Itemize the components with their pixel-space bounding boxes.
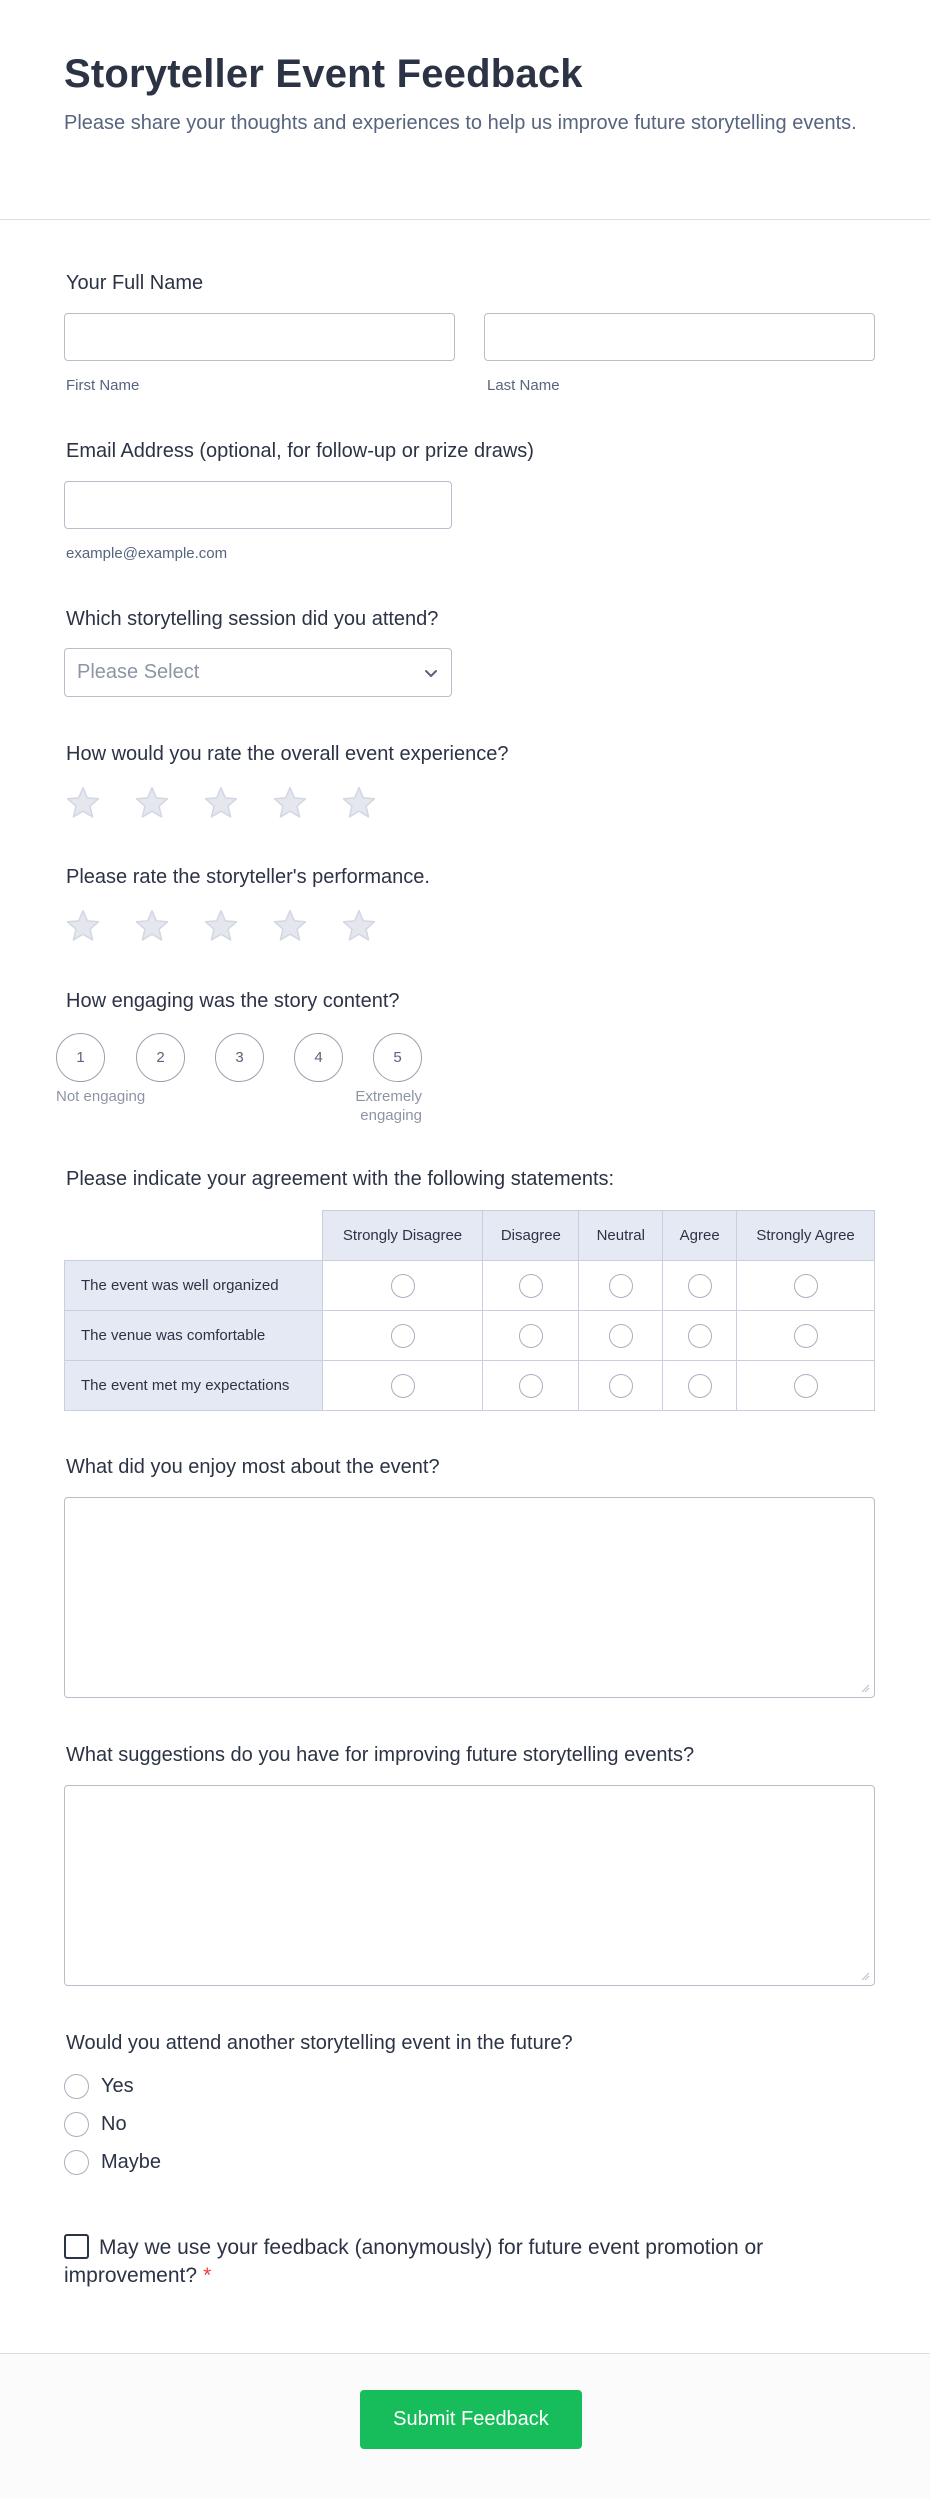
attend-again-label: Would you attend another storytelling event in the future?: [66, 2032, 573, 2054]
email-label: Email Address (optional, for follow-up or prize draws): [66, 440, 534, 462]
consent-label: May we use your feedback (anonymously) for future event promotion or improvement?: [64, 2236, 764, 2287]
last-name-sublabel: Last Name: [487, 377, 560, 394]
last-name-input[interactable]: [484, 313, 875, 361]
scale-high-label-line1: Extremely: [355, 1088, 422, 1105]
matrix-row-label: The event met my expectations: [65, 1361, 323, 1411]
matrix-cell: [483, 1361, 579, 1411]
radio-option-label: No: [101, 2113, 127, 2135]
consent-field: [64, 2234, 864, 2290]
suggestions-textarea[interactable]: [64, 1785, 875, 1986]
agreement-matrix: [64, 1210, 875, 1411]
star-icon[interactable]: [272, 908, 308, 944]
matrix-cell: [322, 1311, 483, 1361]
form-subtitle: Please share your thoughts and experiences to help us improve future storytelling events.: [64, 112, 857, 134]
overall-rating-label: How would you rate the overall event experience?: [66, 743, 509, 765]
matrix-radio[interactable]: [519, 1274, 543, 1298]
resize-handle-icon[interactable]: [860, 1683, 870, 1693]
matrix-radio[interactable]: [794, 1374, 818, 1398]
matrix-cell: [579, 1361, 663, 1411]
resize-handle-icon[interactable]: [860, 1971, 870, 1981]
email-input[interactable]: [64, 481, 452, 529]
matrix-row: [65, 1261, 875, 1311]
engagement-label: How engaging was the story content?: [66, 990, 400, 1012]
star-icon[interactable]: [272, 785, 308, 821]
radio-option-label: Yes: [101, 2075, 134, 2097]
chevron-down-icon: [423, 665, 439, 681]
matrix-radio[interactable]: [609, 1274, 633, 1298]
full-name-label: Your Full Name: [66, 272, 204, 294]
star-icon[interactable]: [203, 785, 239, 821]
star-icon[interactable]: [134, 908, 170, 944]
enjoy-label: What did you enjoy most about the event?: [66, 1456, 440, 1478]
matrix-cell: [737, 1261, 875, 1311]
matrix-radio[interactable]: [391, 1274, 415, 1298]
performance-star-rating: [65, 908, 377, 944]
consent-checkbox[interactable]: [64, 2234, 89, 2259]
matrix-col-header: Strongly Agree: [737, 1211, 875, 1261]
matrix-cell: [663, 1311, 737, 1361]
matrix-radio[interactable]: [794, 1324, 818, 1348]
star-icon[interactable]: [65, 908, 101, 944]
scale-option-5[interactable]: 5: [373, 1033, 422, 1082]
scale-option-1[interactable]: 1: [56, 1033, 105, 1082]
matrix-col-header: Strongly Disagree: [322, 1211, 483, 1261]
matrix-cell: [663, 1361, 737, 1411]
matrix-radio[interactable]: [794, 1274, 818, 1298]
radio-option-no[interactable]: [64, 2112, 127, 2137]
scale-low-label: Not engaging: [56, 1088, 146, 1105]
enjoy-textarea[interactable]: [64, 1497, 875, 1698]
matrix-col-header: Agree: [663, 1211, 737, 1261]
matrix-cell: [483, 1311, 579, 1361]
radio-option-label: Maybe: [101, 2151, 162, 2173]
matrix-cell: [322, 1261, 483, 1311]
agreement-label: Please indicate your agreement with the following statements:: [66, 1168, 615, 1190]
matrix-radio[interactable]: [519, 1324, 543, 1348]
matrix-cell: [322, 1361, 483, 1411]
radio-circle[interactable]: [64, 2112, 89, 2137]
overall-star-rating: [65, 785, 377, 821]
suggestions-label: What suggestions do you have for improving future storytelling events?: [66, 1744, 695, 1766]
matrix-radio[interactable]: [609, 1324, 633, 1348]
matrix-row: [65, 1361, 875, 1411]
matrix-radio[interactable]: [391, 1374, 415, 1398]
matrix-radio[interactable]: [609, 1374, 633, 1398]
session-select[interactable]: [64, 648, 452, 697]
submit-button[interactable]: Submit Feedback: [360, 2390, 582, 2449]
session-select-placeholder: Please Select: [77, 661, 200, 683]
matrix-cell: [579, 1261, 663, 1311]
matrix-row: [65, 1311, 875, 1361]
header-divider: [0, 219, 930, 220]
email-sublabel: example@example.com: [66, 545, 228, 562]
radio-option-maybe[interactable]: [64, 2150, 161, 2175]
matrix-cell: [737, 1311, 875, 1361]
radio-circle[interactable]: [64, 2150, 89, 2175]
first-name-input[interactable]: [64, 313, 455, 361]
matrix-corner: [65, 1211, 323, 1261]
matrix-radio[interactable]: [688, 1324, 712, 1348]
matrix-col-header: Neutral: [579, 1211, 663, 1261]
matrix-header-row: [65, 1211, 875, 1261]
first-name-sublabel: First Name: [66, 377, 140, 394]
matrix-cell: [483, 1261, 579, 1311]
matrix-cell: [737, 1361, 875, 1411]
required-mark: *: [203, 2264, 212, 2287]
performance-rating-label: Please rate the storyteller's performance.: [66, 866, 430, 888]
star-icon[interactable]: [65, 785, 101, 821]
matrix-row-label: The event was well organized: [65, 1261, 323, 1311]
matrix-col-header: Disagree: [483, 1211, 579, 1261]
session-label: Which storytelling session did you attend?: [66, 608, 439, 630]
matrix-radio[interactable]: [391, 1324, 415, 1348]
scale-option-4[interactable]: 4: [294, 1033, 343, 1082]
star-icon[interactable]: [341, 908, 377, 944]
scale-option-3[interactable]: 3: [215, 1033, 264, 1082]
matrix-cell: [579, 1311, 663, 1361]
matrix-radio[interactable]: [688, 1274, 712, 1298]
matrix-row-label: The venue was comfortable: [65, 1311, 323, 1361]
radio-option-yes[interactable]: [64, 2074, 134, 2099]
matrix-cell: [663, 1261, 737, 1311]
matrix-radio[interactable]: [688, 1374, 712, 1398]
star-icon[interactable]: [134, 785, 170, 821]
star-icon[interactable]: [341, 785, 377, 821]
star-icon[interactable]: [203, 908, 239, 944]
scale-high-label-line2: engaging: [360, 1107, 422, 1124]
scale-high-label: [322, 1087, 422, 1125]
matrix-radio[interactable]: [519, 1374, 543, 1398]
scale-option-2[interactable]: 2: [136, 1033, 185, 1082]
radio-circle[interactable]: [64, 2074, 89, 2099]
form-title: Storyteller Event Feedback: [64, 52, 583, 96]
